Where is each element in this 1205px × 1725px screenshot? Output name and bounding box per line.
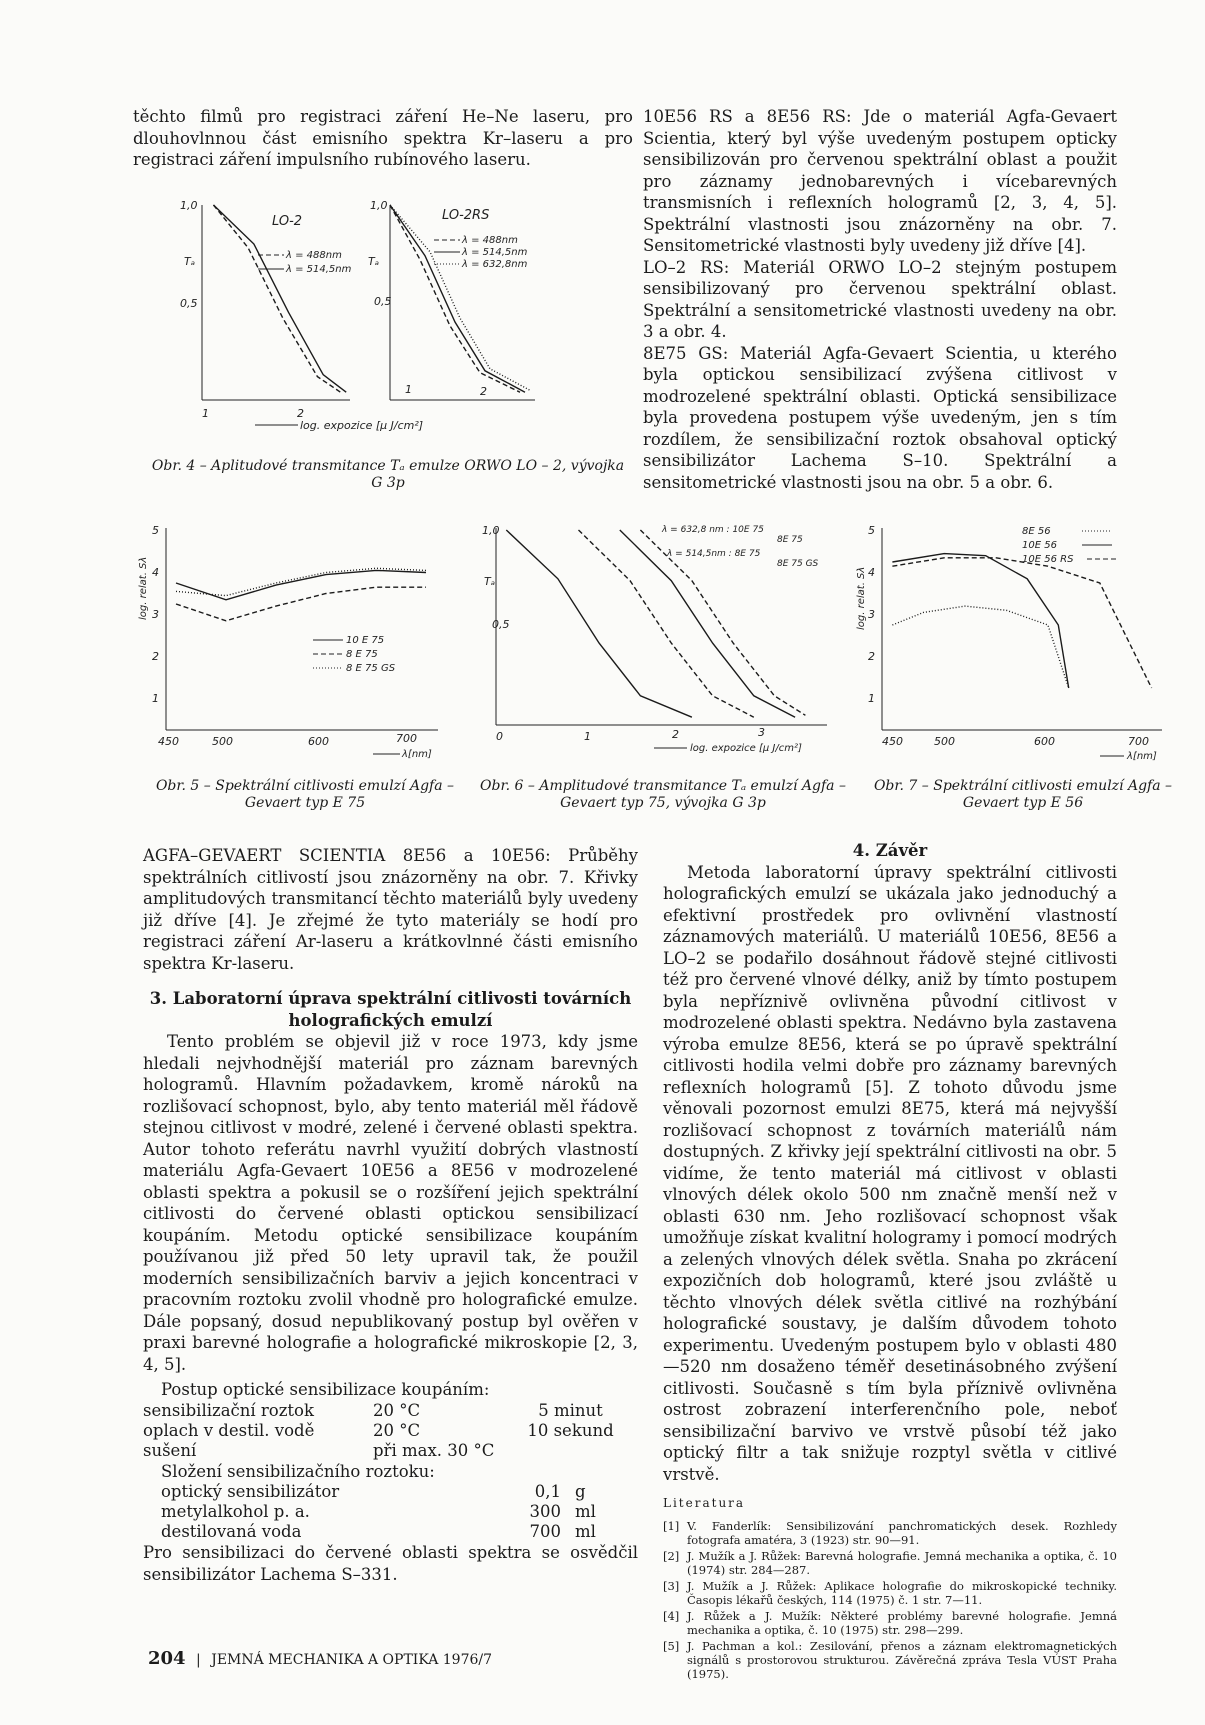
fig6-chart xyxy=(482,520,842,760)
amount: 0,1 xyxy=(534,1482,561,1501)
fig6-xtick-1: 1 xyxy=(584,730,591,743)
fig7-ytick-5: 5 xyxy=(868,524,875,537)
fig6-ylabel: Tₐ xyxy=(484,575,496,588)
table-row xyxy=(143,1421,638,1441)
closing-paragraph: Pro sensibilizaci do červené oblasti spektra se osvědčil sensibilizátor Lachema S–331. xyxy=(143,1543,638,1584)
recipe-temp: při max. 30 °C xyxy=(373,1440,495,1460)
fig4-right-legend-1: λ = 514,5nm xyxy=(462,247,528,258)
top-left-column xyxy=(133,106,633,171)
list-item xyxy=(663,1639,1117,1681)
table-row xyxy=(143,1482,638,1502)
list-item xyxy=(663,1549,1117,1577)
fig7-caption xyxy=(868,778,1178,812)
literature-title: Literatura xyxy=(663,1496,746,1510)
table-row xyxy=(143,1441,638,1461)
fig4-left-legend-1: λ = 514,5nm xyxy=(286,264,352,275)
fig4-xlabel: log. expozice [μ J/cm²] xyxy=(300,419,424,432)
section-3-heading: 3. Laboratorní úprava spektrální citlivosti továrních holografických emulzí xyxy=(149,989,632,1030)
bottom-right-column xyxy=(663,840,1117,1683)
fig4-left-xtick-1: 1 xyxy=(202,407,209,420)
fig6-ytick-1: 1,0 xyxy=(482,524,500,537)
fig6-xtick-3: 3 xyxy=(758,726,765,739)
recipe-step: sušení xyxy=(143,1440,197,1460)
fig7-legend-0: 8E 56 xyxy=(1022,526,1051,537)
solution-title: Složení sensibilizačního roztoku: xyxy=(161,1461,435,1481)
ref-number: [3] xyxy=(663,1578,680,1593)
fig5-ytick-5: 5 xyxy=(152,524,159,537)
fig4-right-ytick-05: 0,5 xyxy=(374,295,392,308)
table-row xyxy=(143,1401,638,1421)
recipe-temp: 20 °C xyxy=(373,1420,421,1440)
series-line--514-5nm xyxy=(390,205,525,392)
fig5-ylabel: log. relat. Sλ xyxy=(138,556,149,620)
fig7-chart xyxy=(856,520,1182,762)
fig4-right-ytick-1: 1,0 xyxy=(370,199,388,212)
ref-number: [1] xyxy=(663,1518,680,1533)
fig7-series xyxy=(892,554,1151,688)
unit: ml xyxy=(575,1502,596,1521)
fig4-right-title: LO-2RS xyxy=(442,208,490,223)
unit: g xyxy=(575,1482,586,1501)
fig7-caption-text: Obr. 7 – Spektrální citlivosti emulzí Agfa – Gevaert typ E 56 xyxy=(873,778,1173,811)
fig5-xtick-500: 500 xyxy=(212,735,233,748)
fig7-xlabel: λ[nm] xyxy=(1127,751,1157,762)
fig6-ytick-05: 0,5 xyxy=(492,618,510,631)
fig5-series xyxy=(176,568,426,621)
fig4-right-ylabel: Tₐ xyxy=(368,255,380,268)
fig5-ytick-4: 4 xyxy=(152,566,159,579)
fig4-chart xyxy=(180,195,570,445)
paragraph-10e56: 10E56 RS a 8E56 RS: Jde o materiál Agfa-Gevaert Scientia, který byl výše uvedeným postupem opticky sensibilizován pro červenou spektrální oblast a použit pro záznamy jednobarevných i vícebarevných transmisních i reflexních hologramů [2, 3, 4, 5]. Spektrální vlastnosti jsou znázorněny na obr. 7. Sensitometrické vlastnosti byly uvedeny již dříve [4]. xyxy=(643,107,1117,255)
fig6-caption xyxy=(478,778,848,812)
journal-name: JEMNÁ MECHANIKA A OPTIKA 1976/7 xyxy=(211,1652,493,1668)
references-list xyxy=(663,1519,1117,1681)
fig5-xtick-450: 450 xyxy=(158,735,179,748)
fig4-left-title: LO-2 xyxy=(272,214,303,229)
ref-text: J. Pachman a kol.: Zesilování, přenos a záznam elektromagnetických signálů s prostorovou strukturou. Závěrečná zpráva Tesla VÚST Praha (1975). xyxy=(687,1638,1117,1681)
recipe-time: 5 minut xyxy=(538,1400,603,1420)
fig5-xlabel: λ[nm] xyxy=(402,749,432,760)
fig7-xtick-700: 700 xyxy=(1128,735,1149,748)
recipe-temp: 20 °C xyxy=(373,1400,421,1420)
fig7-ytick-3: 3 xyxy=(868,608,875,621)
fig5-ytick-2: 2 xyxy=(152,650,159,663)
fig5-caption xyxy=(155,778,455,812)
series-line-10e-56 xyxy=(892,554,1068,688)
ref-text: J. Mužík a J. Růžek: Barevná holografie. Jemná mechanika a optika, č. 10 (1974) str. 284—287. xyxy=(687,1548,1117,1577)
fig4-left-series xyxy=(214,205,347,392)
recipe-time xyxy=(503,1441,638,1461)
recipe-title: Postup optické sensibilizace koupáním: xyxy=(161,1380,490,1399)
fig4-right-series xyxy=(390,205,530,392)
fig6-series xyxy=(506,530,805,717)
fig4-left-xtick-2: 2 xyxy=(297,407,304,420)
fig6-legend-3: 8E 75 GS xyxy=(777,559,819,569)
fig5-legend-1: 8 E 75 xyxy=(346,649,378,660)
page-number: 204 xyxy=(148,1648,186,1669)
fig6-legend-2: λ = 514,5nm : 8E 75 xyxy=(667,549,761,559)
fig6-xlabel: log. expozice [μ J/cm²] xyxy=(690,743,802,754)
unit: ml xyxy=(575,1522,596,1541)
ingredient: destilovaná voda xyxy=(161,1522,302,1541)
fig7-xtick-600: 600 xyxy=(1034,735,1055,748)
fig5-caption-text: Obr. 5 – Spektrální citlivosti emulzí Agfa – Gevaert typ E 75 xyxy=(155,778,455,811)
section-3-body: Tento problém se objevil již v roce 1973, kdy jsme hledali nejvhodnější materiál pro záznam barevných hologramů. Hlavním požadavkem, kromě nároků na rozlišovací schopnost, bylo, aby tento materiál měl řádově stejnou citlivost v modré, zelené i červené oblasti spektra. Autor tohoto referátu navrhl využití dobrých vlastností materiálu Agfa-Gevaert 10E56 a 8E56 v modrozelené oblasti spektra a pokusil se o rozšíření jejich spektrální citlivosti do červené oblasti optickou sensibilizací koupáním. Metodu optické sensibilizace koupáním používanou již před 50 lety upravil tak, že použil moderních sensibilizačních barviv a jejich koncentraci v pracovním roztoku zvolil vhodně pro holografické emulze. Dále popsaný, dosud nepublikovaný postup byl ověřen v praxi barevné holografie a holografické mikroskopie [2, 3, 4, 5]. xyxy=(143,1032,638,1374)
agfa-paragraph: AGFA–GEVAERT SCIENTIA 8E56 a 10E56: Průběhy spektrálních citlivostí jsou znázorněny na obr. 7. Křivky amplitudových transmitancí těchto materiálů byly uvedeny již dříve [4]. Je zřejmé že tyto materiály se hodí pro registraci záření Ar-laseru a krátkovlnné části emisního spektra Kr-laseru. xyxy=(143,846,638,973)
fig6-legend-0: λ = 632,8 nm : 10E 75 xyxy=(662,525,764,535)
fig7-ytick-2: 2 xyxy=(868,650,875,663)
fig4-right-legend-2: λ = 632,8nm xyxy=(462,259,528,270)
series-line-8e-56 xyxy=(892,606,1068,688)
page-footer: 204 | JEMNÁ MECHANIKA A OPTIKA 1976/7 xyxy=(148,1648,493,1669)
ref-number: [4] xyxy=(663,1608,680,1623)
fig4-right-xtick-1: 1 xyxy=(405,383,412,396)
ref-text: V. Fanderlík: Sensibilizování panchromatických desek. Rozhledy fotografa amatéra, 3 (1923) str. 90—91. xyxy=(687,1518,1117,1547)
paragraph-lo2: LO–2 RS: Materiál ORWO LO–2 stejným postupem sensibilizovaný pro červenou spektrální oblast. Spektrální a sensitometrické vlastnosti uvedeny na obr. 3 a obr. 4. xyxy=(643,257,1117,341)
series-line-10-e-75 xyxy=(176,570,426,599)
fig4-left-legend-0: λ = 488nm xyxy=(286,250,342,261)
fig7-legend-2: 10E 56 RS xyxy=(1022,554,1074,565)
fig6-xtick-2: 2 xyxy=(672,728,679,741)
ref-text: J. Růžek a J. Mužík: Některé problémy barevné holografie. Jemná mechanika a optika, č. 10 (1975) str. 298—299. xyxy=(687,1608,1117,1637)
section-4-body: Metoda laboratorní úpravy spektrální citlivosti holografických emulzí se ukázala jako jednoduchý a efektivní prostředek pro ovlivnění vlastností záznamových materiálů. U materiálů 10E56, 8E56 a LO–2 se podařilo dosáhnout řádově stejné citlivosti též pro červené vlnové délky, aniž by tímto postupem byla nepříznivě ovlivněna původní citlivost v modrozelené oblasti spektra. Nedávno byla zastavena výroba emulze 8E56, která se po úpravě spektrální citlivosti hodila velmi dobře pro záznamy barevných reflexních hologramů [5]. Z tohoto důvodu jsme věnovali pozornost emulzi 8E75, která má nejvyšší rozlišovací schopnost z továrních materiálů nám dostupných. Z křivky její spektrální citlivosti na obr. 5 vidíme, že tento materiál má citlivost v oblasti vlnových délek okolo 500 nm značně menší než v oblasti 630 nm. Jeho rozlišovací schopnost však umožňuje získat kvalitní hologramy i pomocí modrých a zelených vlnových délek světla. Snaha po zkrácení expozičních dob hologramů, které jsou zvláště u těchto vlnových délek světla citlivé na rozhýbání holografické soustavy, je dalším důvodem tohoto experimentu. Uvedeným postupem bylo v oblasti 480—520 nm dosaženo téměř desetinásobného zvýšení citlivosti. Současně s tím byla příznivě ovlivněna ostrost zobrazení interferenčního pole, neboť sensibilizační barvivo ve vrstvě působí též jako optický filtr a tak snižuje rozptyl světla v citlivé vrstvě. xyxy=(663,862,1117,1484)
solution-table xyxy=(143,1482,638,1542)
fig5-xtick-600: 600 xyxy=(308,735,329,748)
fig4-left-ytick-05: 0,5 xyxy=(180,297,198,310)
series-line-10e-75 xyxy=(506,530,692,717)
ref-text: J. Mužík a J. Růžek: Aplikace holografie do mikroskopické techniky. Časopis lékařů českých, 114 (1975) č. 1 str. 7—11. xyxy=(687,1578,1117,1607)
fig4-caption xyxy=(148,458,628,492)
fig6-legend-1: 8E 75 xyxy=(777,535,803,545)
recipe-time: 10 sekund xyxy=(527,1420,614,1440)
list-item xyxy=(663,1519,1117,1547)
fig7-ytick-1: 1 xyxy=(868,692,875,705)
fig6-xtick-0: 0 xyxy=(496,730,503,743)
fig5-legend-2: 8 E 75 GS xyxy=(346,663,396,674)
fig5-legend-0: 10 E 75 xyxy=(346,635,385,646)
fig5-xtick-700: 700 xyxy=(396,732,417,745)
ingredient: metylalkohol p. a. xyxy=(161,1502,310,1521)
fig5-ytick-3: 3 xyxy=(152,608,159,621)
ref-number: [5] xyxy=(663,1638,680,1653)
bottom-left-column xyxy=(143,845,638,1585)
ref-number: [2] xyxy=(663,1548,680,1563)
fig5-ytick-1: 1 xyxy=(152,692,159,705)
table-row xyxy=(143,1502,638,1522)
series-line--488nm xyxy=(214,205,341,392)
fig6-caption-text: Obr. 6 – Amplitudové transmitance Tₐ emulzí Agfa – Gevaert typ 75, vývojka G 3p xyxy=(480,778,846,811)
series-line-10e-56-rs xyxy=(892,558,1151,688)
recipe-table xyxy=(143,1401,638,1461)
amount: 300 xyxy=(529,1502,561,1521)
list-item xyxy=(663,1609,1117,1637)
ingredient: optický sensibilizátor xyxy=(161,1482,340,1501)
fig7-ytick-4: 4 xyxy=(868,566,875,579)
fig7-legend-1: 10E 56 xyxy=(1022,540,1057,551)
series-line--632-8nm xyxy=(390,205,530,390)
paragraph-8e75: 8E75 GS: Materiál Agfa-Gevaert Scientia, u kterého byla optickou sensibilizací zvýšena citlivost v modrozelené spektrální oblasti. Optická sensibilizace byla provedena postupem výše uvedeným, jen s tím rozdílem, že sensibilizační roztok obsahoval optický sensibilizátor Lachema S–10. Spektrální a sensitometrické vlastnosti jsou na obr. 5 a obr. 6. xyxy=(643,343,1117,492)
section-4-heading: 4. Závěr xyxy=(852,841,928,860)
series-line-8-e-75-gs xyxy=(176,568,426,595)
fig4-left-ytick-1: 1,0 xyxy=(180,199,198,212)
series-line-8-e-75 xyxy=(176,587,426,621)
recipe-step: sensibilizační roztok xyxy=(143,1400,314,1420)
list-item xyxy=(663,1579,1117,1607)
fig5-chart xyxy=(138,520,458,760)
fig4-right-legend-0: λ = 488nm xyxy=(462,235,518,246)
fig4-right-xtick-2: 2 xyxy=(480,385,487,398)
fig4-left-ylabel: Tₐ xyxy=(184,255,196,268)
table-row xyxy=(143,1522,638,1542)
top-right-column xyxy=(643,106,1117,493)
fig4-caption-text: Obr. 4 – Aplitudové transmitance Tₐ emulze ORWO LO – 2, vývojka G 3p xyxy=(151,458,625,491)
fig7-ylabel: log. relat. Sλ xyxy=(856,566,867,630)
recipe-step: oplach v destil. vodě xyxy=(143,1420,315,1440)
series-line--514-5nm xyxy=(214,205,347,392)
fig7-xtick-500: 500 xyxy=(934,735,955,748)
intro-paragraph: těchto filmů pro registraci záření He–Ne laseru, pro dlouhovlnnou část emisního spektra Kr–laseru a pro registraci záření impulsního rubínového laseru. xyxy=(133,107,633,169)
fig7-xtick-450: 450 xyxy=(882,735,903,748)
amount: 700 xyxy=(529,1522,561,1541)
